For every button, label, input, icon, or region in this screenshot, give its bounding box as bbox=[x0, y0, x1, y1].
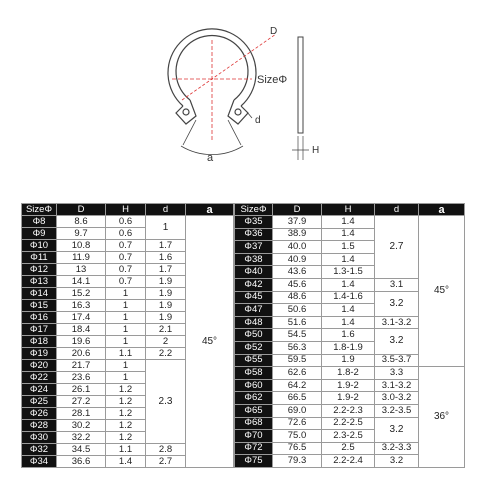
size-cell: Φ18 bbox=[22, 336, 57, 348]
h-cell: 1.9-2 bbox=[322, 379, 375, 392]
d-outer-cell: 56.3 bbox=[273, 341, 322, 354]
d-outer-cell: 75.0 bbox=[273, 430, 322, 443]
header-size: SizeΦ bbox=[235, 204, 273, 216]
d-leader bbox=[247, 112, 252, 118]
d-outer-cell: 32.2 bbox=[57, 432, 106, 444]
h-cell: 1.9 bbox=[322, 354, 375, 367]
d-outer-cell: 69.0 bbox=[273, 404, 322, 417]
h-cell: 1.4 bbox=[322, 216, 375, 229]
d-cell: 2.3 bbox=[146, 360, 186, 444]
h-cell: 1 bbox=[106, 324, 146, 336]
h-cell: 2.3-2.5 bbox=[322, 430, 375, 443]
size-cell: Φ30 bbox=[22, 432, 57, 444]
d-cell: 1 bbox=[146, 216, 186, 240]
d-cell: 2.2 bbox=[146, 348, 186, 360]
label-D: D bbox=[270, 26, 278, 37]
d-cell: 1.9 bbox=[146, 276, 186, 288]
angle-cell: 45° bbox=[419, 216, 465, 367]
label-a: a bbox=[207, 152, 214, 164]
size-cell: Φ19 bbox=[22, 348, 57, 360]
h-cell: 1.4 bbox=[106, 456, 146, 468]
d-outer-cell: 64.2 bbox=[273, 379, 322, 392]
size-cell: Φ70 bbox=[235, 430, 273, 443]
d-cell: 3.0-3.2 bbox=[375, 392, 419, 405]
h-cell: 1.8-1.9 bbox=[322, 341, 375, 354]
d-cell: 3.1-3.2 bbox=[375, 316, 419, 329]
size-cell: Φ14 bbox=[22, 288, 57, 300]
header-D: D bbox=[273, 204, 322, 216]
d-outer-cell: 19.6 bbox=[57, 336, 106, 348]
h-cell: 1.6 bbox=[322, 329, 375, 342]
d-cell: 1.7 bbox=[146, 240, 186, 252]
h-cell: 1.1 bbox=[106, 348, 146, 360]
h-cell: 1 bbox=[106, 336, 146, 348]
h-cell: 1.4-1.6 bbox=[322, 291, 375, 304]
h-cell: 0.7 bbox=[106, 240, 146, 252]
size-cell: Φ58 bbox=[235, 367, 273, 380]
size-cell: Φ28 bbox=[22, 420, 57, 432]
d-outer-cell: 79.3 bbox=[273, 455, 322, 468]
d-outer-cell: 30.2 bbox=[57, 420, 106, 432]
d-cell: 3.2-3.3 bbox=[375, 442, 419, 455]
d-diameter-line bbox=[182, 34, 276, 100]
size-cell: Φ47 bbox=[235, 304, 273, 317]
ring-drawing bbox=[0, 0, 480, 195]
h-cell: 1.1 bbox=[106, 444, 146, 456]
right-table-body bbox=[235, 216, 465, 468]
h-cell: 1.3-1.5 bbox=[322, 266, 375, 279]
size-cell: Φ65 bbox=[235, 404, 273, 417]
left-header-row bbox=[22, 204, 234, 216]
size-cell: Φ72 bbox=[235, 442, 273, 455]
h-cell: 1.2 bbox=[106, 384, 146, 396]
d-cell: 3.3 bbox=[375, 367, 419, 380]
size-cell: Φ45 bbox=[235, 291, 273, 304]
d-outer-cell: 36.6 bbox=[57, 456, 106, 468]
d-outer-cell: 18.4 bbox=[57, 324, 106, 336]
spec-tables bbox=[21, 203, 465, 468]
d-cell: 3.1-3.2 bbox=[375, 379, 419, 392]
d-cell: 3.2 bbox=[375, 329, 419, 354]
d-cell: 3.2 bbox=[375, 291, 419, 316]
left-hole bbox=[183, 109, 189, 115]
h-cell: 1.4 bbox=[322, 278, 375, 291]
d-outer-cell: 21.7 bbox=[57, 360, 106, 372]
header-a: a bbox=[419, 204, 465, 216]
d-cell: 1.9 bbox=[146, 300, 186, 312]
size-cell: Φ25 bbox=[22, 396, 57, 408]
d-cell: 3.2 bbox=[375, 455, 419, 468]
size-cell: Φ62 bbox=[235, 392, 273, 405]
d-outer-cell: 8.6 bbox=[57, 216, 106, 228]
h-cell: 0.7 bbox=[106, 276, 146, 288]
side-view-ring bbox=[298, 37, 303, 133]
h-cell: 1.2 bbox=[106, 432, 146, 444]
d-outer-cell: 72.6 bbox=[273, 417, 322, 430]
size-cell: Φ52 bbox=[235, 341, 273, 354]
d-outer-cell: 16.3 bbox=[57, 300, 106, 312]
d-outer-cell: 62.6 bbox=[273, 367, 322, 380]
h-cell: 1.2 bbox=[106, 420, 146, 432]
left-table-body bbox=[22, 216, 234, 468]
size-cell: Φ50 bbox=[235, 329, 273, 342]
size-cell: Φ26 bbox=[22, 408, 57, 420]
header-a: a bbox=[186, 204, 234, 216]
d-cell: 2.7 bbox=[146, 456, 186, 468]
h-cell: 2.5 bbox=[322, 442, 375, 455]
h-cell: 1 bbox=[106, 372, 146, 384]
h-cell: 0.7 bbox=[106, 252, 146, 264]
d-outer-cell: 40.0 bbox=[273, 241, 322, 254]
h-cell: 1.4 bbox=[322, 304, 375, 317]
label-H: H bbox=[312, 145, 320, 156]
size-cell: Φ11 bbox=[22, 252, 57, 264]
h-cell: 2.2-2.5 bbox=[322, 417, 375, 430]
size-cell: Φ8 bbox=[22, 216, 57, 228]
d-outer-cell: 11.9 bbox=[57, 252, 106, 264]
d-cell: 3.2 bbox=[375, 417, 419, 442]
d-outer-cell: 15.2 bbox=[57, 288, 106, 300]
d-outer-cell: 51.6 bbox=[273, 316, 322, 329]
d-outer-cell: 13 bbox=[57, 264, 106, 276]
size-cell: Φ20 bbox=[22, 360, 57, 372]
size-cell: Φ16 bbox=[22, 312, 57, 324]
header-d: d bbox=[375, 204, 419, 216]
d-cell: 1.6 bbox=[146, 252, 186, 264]
right-hole bbox=[235, 109, 241, 115]
d-cell: 1.7 bbox=[146, 264, 186, 276]
size-cell: Φ42 bbox=[235, 278, 273, 291]
header-H: H bbox=[106, 204, 146, 216]
d-outer-cell: 48.6 bbox=[273, 291, 322, 304]
h-cell: 2.2-2.4 bbox=[322, 455, 375, 468]
h-cell: 1 bbox=[106, 360, 146, 372]
right-spec-table bbox=[234, 203, 465, 468]
d-outer-cell: 59.5 bbox=[273, 354, 322, 367]
size-cell: Φ17 bbox=[22, 324, 57, 336]
size-cell: Φ48 bbox=[235, 316, 273, 329]
angle-cell: 45° bbox=[186, 216, 234, 468]
d-cell: 1.9 bbox=[146, 288, 186, 300]
h-cell: 0.7 bbox=[106, 264, 146, 276]
size-cell: Φ13 bbox=[22, 276, 57, 288]
size-cell: Φ40 bbox=[235, 266, 273, 279]
size-cell: Φ36 bbox=[235, 228, 273, 241]
header-size: SizeΦ bbox=[22, 204, 57, 216]
h-cell: 1.2 bbox=[106, 396, 146, 408]
d-cell: 2.7 bbox=[375, 216, 419, 279]
d-outer-cell: 27.2 bbox=[57, 396, 106, 408]
size-cell: Φ34 bbox=[22, 456, 57, 468]
h-cell: 0.6 bbox=[106, 216, 146, 228]
h-cell: 1 bbox=[106, 312, 146, 324]
d-outer-cell: 10.8 bbox=[57, 240, 106, 252]
size-cell: Φ60 bbox=[235, 379, 273, 392]
size-cell: Φ15 bbox=[22, 300, 57, 312]
d-outer-cell: 40.9 bbox=[273, 253, 322, 266]
d-outer-cell: 34.5 bbox=[57, 444, 106, 456]
d-outer-cell: 38.9 bbox=[273, 228, 322, 241]
d-outer-cell: 76.5 bbox=[273, 442, 322, 455]
h-cell: 1.4 bbox=[322, 228, 375, 241]
h-cell: 2.2-2.3 bbox=[322, 404, 375, 417]
table-row bbox=[235, 367, 465, 380]
right-header-row bbox=[235, 204, 465, 216]
size-cell: Φ9 bbox=[22, 228, 57, 240]
h-cell: 1.4 bbox=[322, 253, 375, 266]
d-outer-cell: 54.5 bbox=[273, 329, 322, 342]
d-outer-cell: 17.4 bbox=[57, 312, 106, 324]
table-row bbox=[22, 216, 234, 228]
size-cell: Φ55 bbox=[235, 354, 273, 367]
header-D: D bbox=[57, 204, 106, 216]
d-outer-cell: 20.6 bbox=[57, 348, 106, 360]
h-cell: 1.5 bbox=[322, 241, 375, 254]
size-cell: Φ37 bbox=[235, 241, 273, 254]
h-cell: 1.2 bbox=[106, 408, 146, 420]
h-cell: 1.4 bbox=[322, 316, 375, 329]
d-cell: 3.1 bbox=[375, 278, 419, 291]
left-spec-table bbox=[21, 203, 234, 468]
size-cell: Φ38 bbox=[235, 253, 273, 266]
label-size: SizeΦ bbox=[257, 74, 288, 86]
h-cell: 1 bbox=[106, 300, 146, 312]
size-cell: Φ12 bbox=[22, 264, 57, 276]
d-outer-cell: 26.1 bbox=[57, 384, 106, 396]
angle-line-right bbox=[228, 120, 241, 145]
d-cell: 3.2-3.5 bbox=[375, 404, 419, 417]
d-outer-cell: 45.6 bbox=[273, 278, 322, 291]
header-d: d bbox=[146, 204, 186, 216]
angle-cell: 36° bbox=[419, 367, 465, 468]
size-cell: Φ24 bbox=[22, 384, 57, 396]
h-cell: 1.8-2 bbox=[322, 367, 375, 380]
d-outer-cell: 66.5 bbox=[273, 392, 322, 405]
angle-line-left bbox=[183, 120, 196, 145]
ring-diagram bbox=[0, 0, 480, 195]
left-lug bbox=[176, 100, 196, 124]
d-outer-cell: 43.6 bbox=[273, 266, 322, 279]
h-cell: 1.9-2 bbox=[322, 392, 375, 405]
d-outer-cell: 14.1 bbox=[57, 276, 106, 288]
d-cell: 1.9 bbox=[146, 312, 186, 324]
size-cell: Φ35 bbox=[235, 216, 273, 229]
d-cell: 2.1 bbox=[146, 324, 186, 336]
size-cell: Φ75 bbox=[235, 455, 273, 468]
h-cell: 1 bbox=[106, 288, 146, 300]
header-H: H bbox=[322, 204, 375, 216]
d-cell: 2 bbox=[146, 336, 186, 348]
d-outer-cell: 50.6 bbox=[273, 304, 322, 317]
table-row bbox=[235, 216, 465, 229]
label-d: d bbox=[255, 115, 261, 126]
d-cell: 2.8 bbox=[146, 444, 186, 456]
d-outer-cell: 23.6 bbox=[57, 372, 106, 384]
d-outer-cell: 28.1 bbox=[57, 408, 106, 420]
size-cell: Φ22 bbox=[22, 372, 57, 384]
d-cell: 3.5-3.7 bbox=[375, 354, 419, 367]
d-outer-cell: 9.7 bbox=[57, 228, 106, 240]
size-cell: Φ32 bbox=[22, 444, 57, 456]
h-cell: 0.6 bbox=[106, 228, 146, 240]
right-lug bbox=[228, 100, 248, 124]
size-cell: Φ10 bbox=[22, 240, 57, 252]
d-outer-cell: 37.9 bbox=[273, 216, 322, 229]
size-cell: Φ68 bbox=[235, 417, 273, 430]
